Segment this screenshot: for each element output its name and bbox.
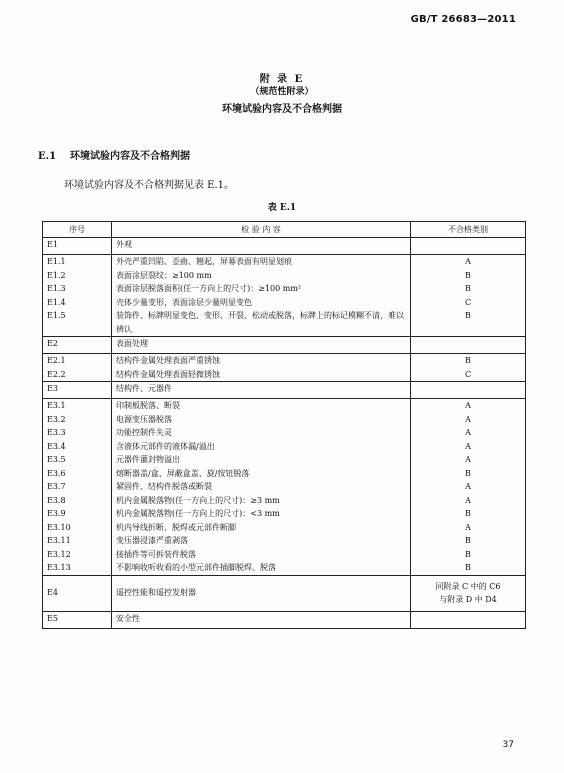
item-number: E3.12 [47, 549, 71, 559]
group-items-row [43, 354, 526, 382]
item-number: E3.6 [47, 468, 66, 478]
item-content: 装饰件、标牌明显变色、变形、开裂、松动或脱落，标牌上的标记模糊不清，难以辨认 [116, 311, 404, 334]
table-caption: 表 E.1 [267, 203, 297, 213]
item-content: 机内金属脱落物(任一方向上的尺寸)：≥3 mm [116, 495, 280, 505]
group-id: E5 [43, 611, 112, 628]
item-class: B [465, 468, 471, 478]
item-class: C [464, 297, 472, 307]
item-number: E2.2 [47, 369, 66, 379]
group-title: 表面处理 [112, 337, 411, 354]
item-number: E3.1 [47, 401, 66, 410]
section-number: E.1 [38, 151, 57, 162]
item-content: 壳体少量变形，表面涂层少量明显变色 [116, 297, 252, 307]
item-number: E1.1 [47, 257, 66, 266]
item-class: 与附录 D 中 D4 [439, 595, 497, 604]
item-content: 表面涂层脱落面积(任一方向上的尺寸)：≥100 mm² [116, 284, 302, 293]
item-content: 紧固件、结构件脱落或断裂 [116, 482, 212, 491]
section-title: 环境试验内容及不合格判据 [70, 151, 190, 162]
group-header-row [43, 337, 526, 354]
annex-subtitle: 环境试验内容及不合格判据 [222, 104, 342, 115]
item-content: 机内导线折断、脱焊或元部件断脚 [116, 522, 236, 532]
item-number: E3.2 [47, 414, 66, 424]
item-content: 机内金属脱落物(任一方向上的尺寸)：<3 mm [116, 509, 280, 518]
group-title: 遥控性能和遥控发射器 [112, 575, 411, 611]
item-content: 含液体元部件的液体漏/溢出 [116, 441, 215, 451]
item-class: B [465, 509, 471, 518]
item-number: E3.3 [47, 428, 66, 437]
group-header-row [43, 611, 526, 628]
item-class: A [465, 441, 471, 451]
group-title: 结构件、元器件 [112, 382, 411, 399]
page-number: 37 [502, 740, 514, 750]
item-content: 元器件灌封物溢出 [116, 455, 180, 464]
item-class: A [465, 401, 471, 410]
header-seq: 序号 [43, 222, 112, 238]
item-class: A [465, 522, 471, 532]
group-title: 外观 [112, 238, 411, 255]
item-number: E2.1 [47, 356, 66, 365]
table-header-row [43, 222, 526, 238]
item-class: A [465, 455, 471, 464]
annex-type: （规范性附录） [250, 87, 314, 97]
item-class: B [465, 270, 471, 280]
item-number: E1.5 [47, 311, 66, 320]
item-content: 功能控制件失灵 [116, 428, 172, 437]
group-header-row [43, 575, 526, 611]
group-id: E4 [43, 575, 112, 611]
group-title: 安全性 [112, 611, 411, 628]
item-number: E3.9 [47, 509, 66, 518]
group-items-row [43, 255, 526, 337]
item-class: B [465, 284, 471, 293]
item-class: B [465, 549, 471, 559]
item-class: B [465, 536, 471, 545]
item-content: 变压器浸漆严重剥落 [116, 536, 188, 545]
item-number: E3.5 [47, 455, 66, 464]
item-content: 不影响收听收看的小型元部件插脚脱焊、脱落 [116, 563, 276, 572]
item-number: E1.2 [47, 270, 66, 280]
item-number: E3.7 [47, 482, 66, 491]
item-class: 同附录 C 中的 C6 [435, 581, 501, 591]
section-heading [38, 147, 190, 162]
item-content: 结构件金属处理表面严重锈蚀 [116, 356, 220, 365]
item-class: B [465, 311, 471, 320]
item-class: A [465, 414, 471, 424]
item-content: 接插件等可拆装件脱落 [116, 549, 196, 559]
item-number: E3.13 [47, 563, 71, 572]
item-class: A [465, 428, 471, 437]
group-id: E3 [43, 382, 112, 399]
header-content: 检 验 内 容 [112, 222, 411, 238]
group-items-row [43, 399, 526, 576]
item-class: C [464, 369, 472, 379]
item-content: 表面涂层裂纹：≥100 mm [116, 270, 212, 280]
item-number: E1.4 [47, 297, 66, 307]
group-id: E1 [43, 238, 112, 255]
item-number: E3.4 [47, 441, 66, 451]
item-number: E1.3 [47, 284, 66, 293]
item-class: B [465, 356, 471, 365]
standard-number: GB/T 26683—2011 [410, 14, 516, 25]
item-class: A [465, 482, 471, 491]
item-content: 熔断器盖/盒、屏蔽盒盖、旋/按钮脱落 [116, 468, 250, 478]
item-content: 电源变压器脱落 [116, 414, 172, 424]
item-class: A [465, 257, 471, 266]
item-content: 外壳严重凹陷、歪曲、翘起，屏幕表面有明显划痕 [116, 257, 292, 266]
header-class: 不合格类别 [411, 222, 526, 238]
item-content: 印制板脱落、断裂 [116, 401, 180, 410]
body-paragraph: 环境试验内容及不合格判据见表 E.1。 [64, 180, 235, 191]
item-number: E3.8 [47, 495, 66, 505]
item-class: A [465, 495, 471, 505]
annex-title: 附 录 E [259, 74, 305, 85]
item-content: 结构件金属处理表面轻微锈蚀 [116, 369, 220, 379]
item-class: B [465, 563, 471, 572]
group-id: E2 [43, 337, 112, 354]
item-number: E3.10 [47, 522, 71, 532]
group-header-row [43, 382, 526, 399]
group-header-row [43, 238, 526, 255]
criteria-table [42, 221, 526, 629]
item-number: E3.11 [47, 536, 71, 545]
